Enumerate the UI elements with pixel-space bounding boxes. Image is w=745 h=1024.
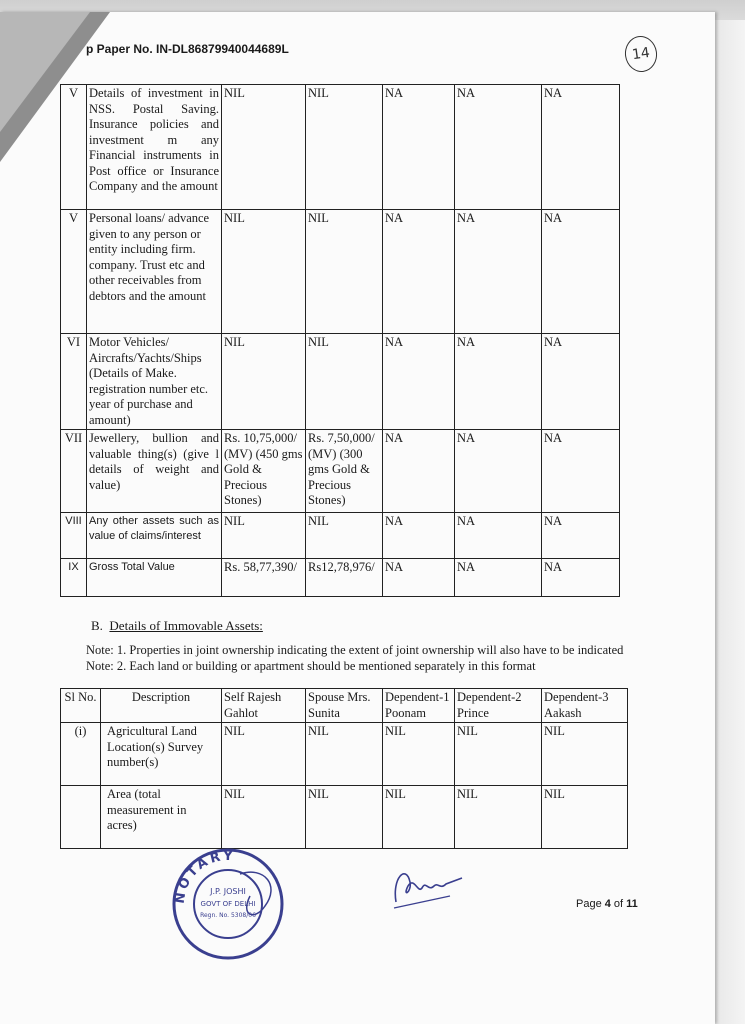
row-description: Gross Total Value (87, 559, 222, 597)
signature (388, 858, 468, 918)
notary-stamp (170, 846, 286, 962)
row-description: Area (total measurement in acres) (101, 786, 222, 849)
handwritten-page-mark: 14 (623, 34, 660, 74)
table-row (61, 786, 628, 849)
row-description: Any other assets such as value of claims/interest (87, 513, 222, 559)
stamp-reg: Regn. No. 5308/06 (200, 912, 256, 919)
cell-spouse: NIL (306, 210, 383, 334)
cell-spouse: NIL (306, 85, 383, 210)
cell-dependent-1: NA (383, 210, 455, 334)
col-header-sl-no: Sl No. (61, 689, 101, 723)
cell-dependent-2: NA (455, 430, 542, 513)
table-row (61, 559, 620, 597)
cell-dependent-1: NA (383, 430, 455, 513)
table-row (61, 334, 620, 430)
cell-dependent-3: NIL (542, 786, 628, 849)
cell-dependent-3: NA (542, 430, 620, 513)
cell-dependent-2: NIL (455, 723, 542, 786)
stamp-name: J.P. JOSHI (210, 887, 246, 896)
cell-spouse: Rs12,78,976/ (306, 559, 383, 597)
table-row (61, 513, 620, 559)
row-number: IX (61, 559, 87, 597)
row-number: (i) (61, 723, 101, 786)
cell-spouse: NIL (306, 334, 383, 430)
table-header-row (61, 689, 628, 723)
stamp-outer-text: NOTARY (172, 848, 236, 905)
table-row (61, 430, 620, 513)
cell-self: NIL (222, 334, 306, 430)
page-prefix: Page (576, 898, 605, 910)
row-number: VIII (61, 513, 87, 559)
movable-assets-table (60, 84, 620, 597)
immovable-assets-table (60, 688, 628, 849)
cell-dependent-2: NA (455, 334, 542, 430)
cell-self: NIL (222, 85, 306, 210)
cell-spouse: NIL (306, 786, 383, 849)
stamp-area: GOVT OF DELHI (200, 900, 256, 908)
col-header-dependent-2: Dependent-2 Prince (455, 689, 542, 723)
cell-self: NIL (222, 513, 306, 559)
col-header-spouse: Spouse Mrs. Sunita (306, 689, 383, 723)
cell-dependent-3: NA (542, 334, 620, 430)
cell-dependent-2: NIL (455, 786, 542, 849)
next-page-edge (715, 20, 745, 1024)
cell-dependent-3: NIL (542, 723, 628, 786)
row-description: Motor Vehicles/ Aircrafts/Yachts/Ships (Details of Make. registration number etc. year of purchase and amount) (87, 334, 222, 430)
cell-dependent-1: NIL (383, 723, 455, 786)
cell-spouse: NIL (306, 513, 383, 559)
section-heading (91, 618, 263, 634)
row-description: Personal loans/ advance given to any person or entity including firm. company. Trust etc and other receivables from debtors and the amount (87, 210, 222, 334)
note-2: Note: 2. Each land or building or apartment should be mentioned separately in this format (86, 659, 536, 673)
table-row (61, 210, 620, 334)
cell-dependent-2: NA (455, 85, 542, 210)
page-number (576, 898, 638, 910)
cell-dependent-3: NA (542, 210, 620, 334)
cell-dependent-1: NA (383, 85, 455, 210)
cell-dependent-1: NA (383, 334, 455, 430)
cell-spouse: Rs. 7,50,000/ (MV) (300 gms Gold & Precious Stones) (306, 430, 383, 513)
cell-self: NIL (222, 210, 306, 334)
cell-spouse: NIL (306, 723, 383, 786)
row-number: V (61, 85, 87, 210)
row-number: VI (61, 334, 87, 430)
cell-dependent-1: NA (383, 513, 455, 559)
row-description: Details of investment in NSS. Postal Saving. Insurance policies and investment m any Financial instruments in Post office or Insurance Company and the amount (87, 85, 222, 210)
note-1: Note: 1. Properties in joint ownership indicating the extent of joint ownership will also have to be indicated (86, 643, 624, 657)
cell-dependent-1: NA (383, 559, 455, 597)
col-header-dependent-1: Dependent-1 Poonam (383, 689, 455, 723)
cell-dependent-1: NIL (383, 786, 455, 849)
svg-text:NOTARY (173, 849, 236, 905)
cell-dependent-3: NA (542, 513, 620, 559)
cell-dependent-3: NA (542, 559, 620, 597)
col-header-description: Description (101, 689, 222, 723)
cell-dependent-2: NA (455, 513, 542, 559)
cell-self: Rs. 58,77,390/ (222, 559, 306, 597)
col-header-self: Self Rajesh Gahlot (222, 689, 306, 723)
cell-self: NIL (222, 723, 306, 786)
section-title: Details of Immovable Assets: (109, 618, 263, 633)
cell-self: NIL (222, 786, 306, 849)
row-number: V (61, 210, 87, 334)
table-row (61, 723, 628, 786)
col-header-dependent-3: Dependent-3 Aakash (542, 689, 628, 723)
current-page: 4 (604, 898, 611, 910)
row-number (61, 786, 101, 849)
cell-dependent-2: NA (455, 559, 542, 597)
cell-self: Rs. 10,75,000/ (MV) (450 gms Gold & Precious Stones) (222, 430, 306, 513)
stamp-paper-number: p Paper No. IN-DL86879940044689L (86, 42, 289, 56)
row-number: VII (61, 430, 87, 513)
page-of: of (610, 898, 627, 910)
cell-dependent-2: NA (455, 210, 542, 334)
row-description: Jewellery, bullion and valuable thing(s) (give l details of weight and value) (87, 430, 222, 513)
total-pages: 11 (626, 898, 638, 910)
table-row (61, 85, 620, 210)
row-description: Agricultural Land Location(s) Survey number(s) (101, 723, 222, 786)
section-letter: B. (91, 618, 103, 633)
cell-dependent-3: NA (542, 85, 620, 210)
